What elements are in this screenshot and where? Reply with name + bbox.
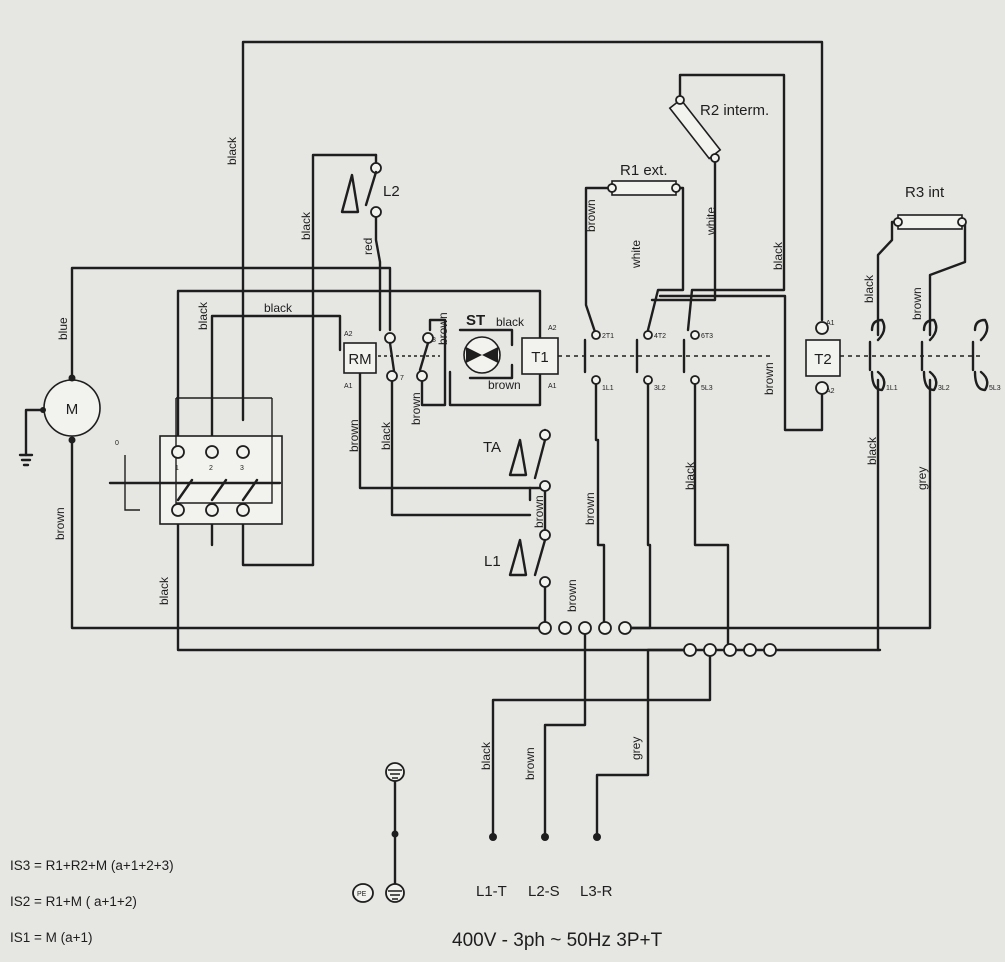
switch-t2-label: 2 [209,465,213,472]
legend-is1: IS1 = M (a+1) [10,930,93,945]
wire-motor-blue [72,268,390,378]
wire-label-black-top: black [225,136,239,165]
wire-sw2-rm [212,316,340,440]
r3-label: R3 int [905,184,945,201]
resistor-r3 [894,184,966,229]
motor-label: M [65,401,79,418]
legend-is3: IS3 = R1+R2+M (a+1+2+3) [10,858,174,873]
t1-a2-label: A2 [548,325,557,332]
wire-label-blue: blue [56,317,70,340]
t2-a2-label: A2 [826,388,835,395]
t2-a1-label: A1 [826,320,835,327]
t1-5l3-label: 5L3 [701,385,713,392]
wire-t1-out2 [625,380,650,628]
l1-label: L1 [484,553,501,570]
wire-label-brown-motor: brown [53,507,67,540]
legend [10,858,174,945]
wire-label-black-sw1: black [196,301,210,330]
t1-label: T1 [531,349,549,366]
wire-label-black-sw2: black [264,301,293,315]
wire-label-brown-l1: brown [565,579,579,612]
wire-label-grey-supply: grey [629,736,643,760]
t2-5l3-label: 5L3 [989,385,1001,392]
resistor-r1 [608,162,680,195]
wire-label-brown-rm3: brown [409,392,423,425]
wire-label-red: red [361,237,375,255]
switch-t1-label: 1 [175,465,179,472]
t1-2t1-label: 2T1 [602,333,615,340]
motor [20,375,100,466]
wire-supply-l3 [597,650,690,835]
selector-switch [110,398,282,524]
pe-earth [353,763,404,902]
pe-label: PE [357,891,367,898]
supply-l2-label: L2-S [528,883,560,900]
r2-label: R2 interm. [700,102,770,119]
st-label: ST [466,312,486,329]
r1-label: R1 ext. [620,162,668,179]
supply-rating: 400V - 3ph ~ 50Hz 3P+T [452,930,663,951]
wire-label-black-r2: black [771,241,785,270]
wire-label-black-rm: black [379,421,393,450]
wire-t1-out3 [695,380,728,650]
wire-label-brown-rm: brown [436,312,450,345]
wire-label-brown-ta: brown [532,495,546,528]
supply-l1-label: L1-T [476,883,507,900]
t1-1l1-label: 1L1 [602,385,614,392]
contactor-t1-contacts [585,331,713,392]
t1-3l2-label: 3L2 [654,385,666,392]
wire-r3-right [930,222,965,335]
rm-t8-label: 8 [432,337,436,344]
resistor-r2 [670,96,769,162]
wire-l2-red [376,155,380,330]
wire-label-black-r3: black [862,274,876,303]
lamp-l2 [342,163,400,217]
wire-motor-ground [26,410,42,455]
supply-l3-label: L3-R [580,883,613,900]
l2-label: L2 [383,183,400,200]
t1-a1-label: A1 [548,383,557,390]
wire-supply-l1 [493,650,710,835]
rm-a2-label: A2 [344,331,353,338]
wire-label-white-r1: white [629,239,643,268]
wire-sw-bottom [243,520,313,565]
rm-label: RM [348,351,372,368]
wire-label-black-l2: black [299,211,313,240]
contactor-t2-coil [806,320,840,395]
terminal-bus-upper [539,622,631,634]
switch-t3-label: 3 [240,465,244,472]
wire-t2-out2 [625,380,930,628]
wire-label-black-t1out: black [683,461,697,490]
legend-is2: IS2 = R1+M ( a+1+2) [10,894,137,909]
wire-label-black-t2out: black [865,436,879,465]
wire-t1-out1 [596,380,604,628]
rm-t7-label: 7 [400,375,404,382]
thermostat-ta [483,430,550,491]
t2-label: T2 [814,351,832,368]
wire-label-black-st: black [496,315,525,329]
wire-label-white-r2: white [704,206,718,235]
wire-label-brown-r1: brown [584,199,598,232]
wire-sw-bottom-2 [178,520,880,650]
wire-label-brown-supply: brown [523,747,537,780]
wire-label-brown-t2: brown [762,362,776,395]
wire-label-brown-rm2: brown [347,419,361,452]
wire-label-black-supply: black [479,741,493,770]
lamp-l1 [484,530,550,587]
t1-6t3-label: 6T3 [701,333,714,340]
t2-1l1-label: 1L1 [886,385,898,392]
thermostat-st [464,312,500,373]
wire-label-black-switch: black [157,576,171,605]
supply-terminals [476,833,613,900]
wire-r3-left [878,222,898,335]
ground-icon [20,455,32,465]
t1-4t2-label: 4T2 [654,333,667,340]
wire-label-grey-t2out: grey [915,466,929,490]
wire-label-brown-t1out: brown [583,492,597,525]
rm-a1-label: A1 [344,383,353,390]
wire-label-brown-r3: brown [910,287,924,320]
wire-supply-l2 [545,628,585,835]
wire-motor-brown [72,440,545,628]
ta-label: TA [483,439,502,456]
relay-rm [344,331,440,390]
switch-zero-label: 0 [115,440,119,447]
t2-3l2-label: 3L2 [938,385,950,392]
wire-r1-right [648,188,683,330]
wire-label-brown-st: brown [488,378,521,392]
